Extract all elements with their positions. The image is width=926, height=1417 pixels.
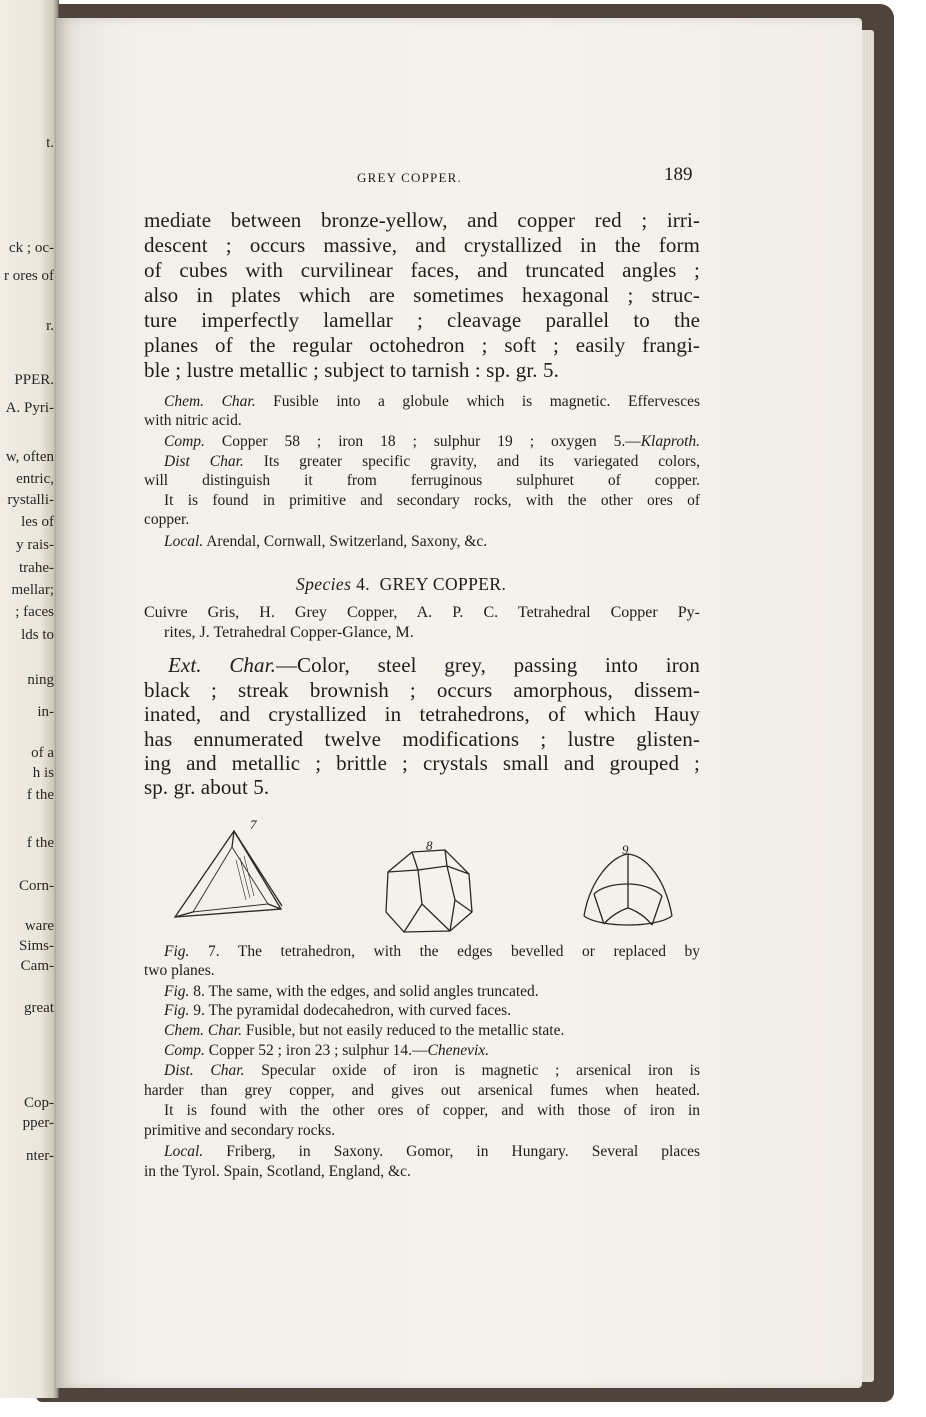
- fig-number: 8.: [193, 983, 205, 1000]
- fig-number: 9.: [193, 1002, 205, 1019]
- fig8-caption: [164, 983, 700, 1001]
- local-line-2: [164, 1143, 700, 1161]
- left-page-fragment: les of: [21, 514, 54, 530]
- species-name: GREY COPPER.: [379, 574, 507, 594]
- text-line: planes of the regular octohedron ; soft ; easily frangi-: [144, 333, 700, 357]
- fig-label: Fig.: [164, 983, 190, 1000]
- left-page-fragment: pper-: [22, 1115, 54, 1131]
- dist-char-text: Specular oxide of iron is magnetic ; arsenical iron is: [261, 1062, 700, 1079]
- text-line: sp. gr. about 5.: [144, 775, 270, 799]
- comp-author: Klaproth.: [640, 433, 701, 450]
- local-text: Arendal, Cornwall, Switzerland, Saxony, &c.: [206, 533, 488, 550]
- figure-9-dodecahedron-drawing: [584, 854, 672, 925]
- page-number: 189: [664, 164, 693, 185]
- left-page-fragment: Cam-: [20, 958, 54, 974]
- comp-line-2: [164, 1042, 700, 1060]
- figure-7-tetrahedron-drawing: [175, 831, 282, 917]
- fig-text: The same, with the edges, and solid angles truncated.: [208, 983, 539, 1000]
- left-page-fragment: of a: [31, 745, 54, 761]
- figure-9-label: 9: [622, 842, 629, 857]
- species-label: Species: [296, 574, 352, 594]
- fig-label: Fig.: [164, 943, 190, 960]
- text-line: inated, and crystallized in tetrahedrons, of which Hauy: [144, 702, 700, 726]
- left-page-fragment: Corn-: [19, 878, 54, 894]
- comp-label: Comp.: [164, 1042, 205, 1059]
- text-line: ing and metallic ; brittle ; crystals small and grouped ;: [144, 751, 700, 775]
- left-page-fragment: ning: [27, 672, 54, 688]
- local-label: Local.: [164, 1143, 204, 1160]
- left-page-fragment: ck ; oc-: [9, 240, 54, 256]
- chem-char-line-2: [164, 1022, 700, 1040]
- dist-char-cont: harder than grey copper, and gives out arsenical fumes when heated.: [144, 1082, 700, 1099]
- text-line: black ; streak brownish ; occurs amorphous, dissem-: [144, 678, 700, 702]
- synonyms-line: rites, J. Tetrahedral Copper-Glance, M.: [164, 624, 414, 641]
- comp-label: Comp.: [164, 433, 205, 450]
- chem-char-label: Chem. Char.: [164, 1022, 242, 1039]
- left-page-fragment: great: [24, 1000, 54, 1016]
- dist-char-line-2: [164, 1062, 700, 1080]
- chem-char-text: Fusible into a globule which is magnetic. Effervesces: [273, 393, 700, 410]
- left-page-fragment: h is: [32, 765, 54, 781]
- species-number: 4.: [356, 574, 370, 594]
- figure-8-label: 8: [426, 838, 433, 853]
- fig-text: The pyramidal dodecahedron, with curved faces.: [208, 1002, 512, 1019]
- left-page-fragment: trahe-: [19, 560, 54, 576]
- local-text: Friberg, in Saxony. Gomor, in Hungary. Several places: [226, 1143, 700, 1160]
- figure-7-label: 7: [250, 817, 257, 832]
- chem-char-line: with nitric acid.: [144, 412, 242, 429]
- comp-author: Chenevix.: [427, 1042, 490, 1059]
- text-line: also in plates which are sometimes hexagonal ; struc-: [144, 283, 700, 307]
- fig-label: Fig.: [164, 1002, 190, 1019]
- text-line: of cubes with curvilinear faces, and truncated angles ;: [144, 258, 700, 282]
- comp-text: Copper 52 ; iron 23 ; sulphur 14.—: [208, 1042, 428, 1059]
- left-page-fragment: t.: [46, 135, 54, 151]
- left-page-fragment: Sims-: [18, 938, 54, 954]
- found-line-2: It is found with the other ores of copper, and with those of iron in: [164, 1102, 700, 1119]
- found-line: It is found in primitive and secondary rocks, with the other ores of: [164, 492, 700, 509]
- left-page-fragment: r.: [46, 318, 54, 334]
- dist-char-text: Its greater specific gravity, and its variegated colors,: [263, 453, 701, 470]
- text-line: ture imperfectly lamellar ; cleavage parallel to the: [144, 308, 700, 332]
- chem-char-text: Fusible, but not easily reduced to the metallic state.: [245, 1022, 565, 1039]
- dist-char-line: will distinguish it from ferruginous sulphuret of copper.: [144, 472, 700, 489]
- dist-char-label: Dist Char.: [164, 453, 244, 470]
- fig7-caption-cont: two planes.: [144, 962, 215, 979]
- left-page-fragment: w, often: [5, 449, 54, 465]
- left-page-fragment: r ores of: [4, 268, 54, 284]
- left-page-fragment: ; faces: [15, 604, 54, 620]
- chem-char-label: Chem. Char.: [164, 393, 256, 410]
- left-page-fragment: f the: [26, 835, 54, 851]
- text-line: descent ; occurs massive, and crystallized in the form: [144, 233, 700, 257]
- text-line: ble ; lustre metallic ; subject to tarnish : sp. gr. 5.: [144, 358, 559, 382]
- left-page-fragment: lds to: [21, 627, 54, 643]
- fig9-caption: [164, 1002, 700, 1020]
- synonyms-line: Cuivre Gris, H. Grey Copper, A. P. C. Tetrahedral Copper Py-: [144, 604, 700, 621]
- text-line: mediate between bronze-yellow, and copper red ; irri-: [144, 208, 700, 232]
- left-page-fragment: entric,: [16, 471, 54, 487]
- local-cont: in the Tyrol. Spain, Scotland, England, &c.: [144, 1163, 411, 1180]
- found-cont: primitive and secondary rocks.: [144, 1122, 336, 1139]
- left-page-fragment: in-: [37, 704, 54, 720]
- dist-char-label: Dist. Char.: [164, 1062, 245, 1079]
- left-page-fragment: nter-: [25, 1148, 54, 1164]
- left-page-fragment: f the: [26, 787, 54, 803]
- running-head: GREY COPPER.: [357, 170, 462, 185]
- text-line: has ennumerated twelve modifications ; lustre glisten-: [144, 727, 700, 751]
- left-page-fragment: ware: [24, 918, 54, 934]
- figure-8-truncated-drawing: [386, 850, 472, 932]
- found-line: copper.: [144, 511, 190, 528]
- local-label: Local.: [164, 533, 204, 550]
- ext-char-label: Ext. Char.: [168, 653, 276, 677]
- left-page-fragment: Cop-: [24, 1095, 54, 1111]
- left-page-fragment: rystalli-: [7, 492, 54, 508]
- left-page-fragment: y rais-: [16, 537, 54, 553]
- fig7-caption: [164, 943, 700, 961]
- left-page-fragment: A. Pyri-: [5, 400, 54, 416]
- left-page-fragment: mellar;: [11, 582, 54, 598]
- ext-char-text: —Color, steel grey, passing into iron: [275, 653, 701, 677]
- left-page-fragment: PPER.: [14, 372, 54, 388]
- comp-text: Copper 58 ; iron 18 ; sulphur 19 ; oxygen 5.—: [221, 433, 641, 450]
- fig-number: 7.: [207, 943, 220, 960]
- fig-text: The tetrahedron, with the edges bevelled or replaced by: [237, 943, 701, 960]
